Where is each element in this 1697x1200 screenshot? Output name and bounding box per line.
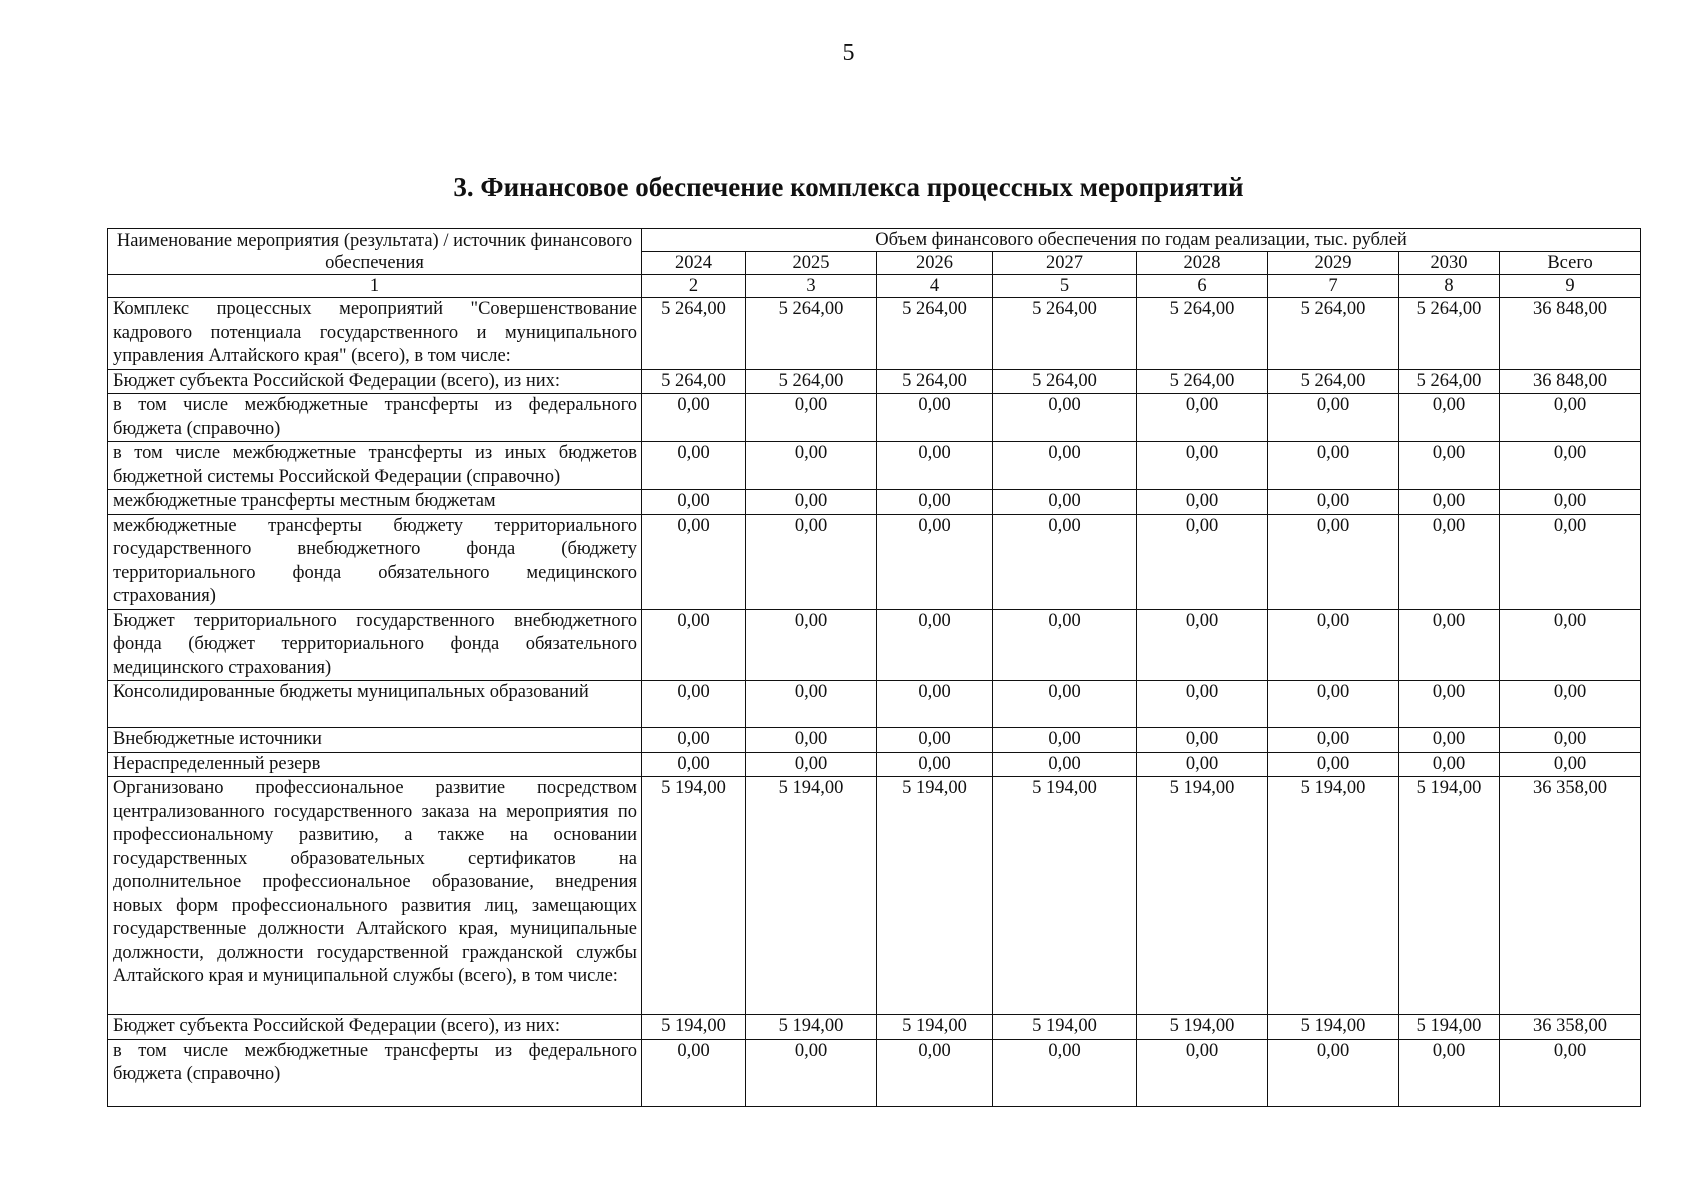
row-value-cell: 5 264,00: [1399, 369, 1500, 394]
header-row-column-numbers: [108, 275, 1641, 298]
header-row-1: [108, 229, 1641, 252]
row-value-cell: 0,00: [746, 394, 877, 442]
row-total-cell: 0,00: [1500, 1039, 1641, 1106]
row-value-cell: 5 194,00: [993, 777, 1137, 1015]
row-value-cell: 5 264,00: [1268, 369, 1399, 394]
table-row: [108, 777, 1641, 1015]
table-row: [108, 681, 1641, 728]
row-total-cell: 0,00: [1500, 609, 1641, 681]
year-header: 2026: [877, 252, 993, 275]
row-value-cell: 5 194,00: [993, 1015, 1137, 1040]
row-total-cell: 0,00: [1500, 728, 1641, 753]
row-value-cell: 0,00: [1137, 1039, 1268, 1106]
row-value-cell: 0,00: [1399, 442, 1500, 490]
row-total-cell: 36 358,00: [1500, 777, 1641, 1015]
row-value-cell: 0,00: [642, 490, 746, 515]
row-value-cell: 0,00: [1399, 609, 1500, 681]
row-value-cell: 5 264,00: [642, 369, 746, 394]
year-header: 2024: [642, 252, 746, 275]
section-title: 3. Финансовое обеспечение комплекса процессных мероприятий: [453, 172, 1244, 202]
row-value-cell: 0,00: [1137, 681, 1268, 728]
row-value-cell: 0,00: [877, 1039, 993, 1106]
year-header: 2025: [746, 252, 877, 275]
row-value-cell: 0,00: [877, 394, 993, 442]
row-value-cell: 0,00: [877, 490, 993, 515]
row-value-cell: 0,00: [1399, 1039, 1500, 1106]
row-value-cell: 0,00: [1137, 752, 1268, 777]
row-value-cell: 0,00: [642, 1039, 746, 1106]
row-value-cell: 0,00: [993, 442, 1137, 490]
row-value-cell: 5 194,00: [1268, 1015, 1399, 1040]
row-name-cell: Бюджет субъекта Российской Федерации (всего), из них:: [108, 369, 642, 394]
row-total-cell: 36 358,00: [1500, 1015, 1641, 1040]
financing-table: [107, 228, 1641, 1107]
row-value-cell: 0,00: [1268, 442, 1399, 490]
row-value-cell: 0,00: [642, 752, 746, 777]
row-value-cell: 0,00: [746, 490, 877, 515]
row-value-cell: 0,00: [1268, 394, 1399, 442]
row-name-cell: межбюджетные трансферты местным бюджетам: [108, 490, 642, 515]
row-value-cell: 0,00: [642, 394, 746, 442]
row-name-cell: в том числе межбюджетные трансферты из иных бюджетов бюджетной системы Российской Федерации (справочно): [108, 442, 642, 490]
column-number: 7: [1268, 275, 1399, 298]
row-value-cell: 0,00: [993, 752, 1137, 777]
row-value-cell: 0,00: [1137, 609, 1268, 681]
row-value-cell: 0,00: [1268, 1039, 1399, 1106]
table-row: [108, 609, 1641, 681]
row-value-cell: 5 264,00: [877, 298, 993, 370]
row-value-cell: 0,00: [993, 394, 1137, 442]
row-value-cell: 5 194,00: [1137, 777, 1268, 1015]
row-value-cell: 0,00: [1268, 609, 1399, 681]
row-name-cell: Бюджет территориального государственного внебюджетного фонда (бюджет территориального фонда обязательного медицинского страхования): [108, 609, 642, 681]
column-number: 1: [108, 275, 642, 298]
table-row: [108, 514, 1641, 609]
row-value-cell: 0,00: [1137, 490, 1268, 515]
row-value-cell: 5 264,00: [746, 298, 877, 370]
row-name-cell: в том числе межбюджетные трансферты из федерального бюджета (справочно): [108, 1039, 642, 1106]
row-value-cell: 0,00: [1399, 752, 1500, 777]
row-name-cell: в том числе межбюджетные трансферты из федерального бюджета (справочно): [108, 394, 642, 442]
row-value-cell: 0,00: [1268, 490, 1399, 515]
row-value-cell: 0,00: [993, 1039, 1137, 1106]
row-value-cell: 0,00: [1268, 514, 1399, 609]
row-value-cell: 0,00: [993, 681, 1137, 728]
column-number: 3: [746, 275, 877, 298]
year-header: 2029: [1268, 252, 1399, 275]
row-value-cell: 0,00: [1137, 442, 1268, 490]
row-value-cell: 0,00: [1137, 728, 1268, 753]
row-value-cell: 5 194,00: [642, 777, 746, 1015]
row-value-cell: 5 264,00: [1137, 298, 1268, 370]
row-value-cell: 5 194,00: [877, 1015, 993, 1040]
row-name-cell: Бюджет субъекта Российской Федерации (всего), из них:: [108, 1015, 642, 1040]
column-number: 5: [993, 275, 1137, 298]
row-total-cell: 0,00: [1500, 752, 1641, 777]
row-value-cell: 5 264,00: [746, 369, 877, 394]
row-name-cell: Комплекс процессных мероприятий "Совершенствование кадрового потенциала государственного и муниципального управления Алтайского края" (всего), в том числе:: [108, 298, 642, 370]
row-value-cell: 0,00: [1268, 752, 1399, 777]
table-row: [108, 298, 1641, 370]
table-row: [108, 442, 1641, 490]
row-value-cell: 0,00: [746, 752, 877, 777]
row-value-cell: 0,00: [746, 442, 877, 490]
row-total-cell: 36 848,00: [1500, 298, 1641, 370]
row-value-cell: 0,00: [877, 681, 993, 728]
row-value-cell: 5 264,00: [993, 369, 1137, 394]
row-value-cell: 0,00: [1399, 681, 1500, 728]
table-row: [108, 490, 1641, 515]
header-name-cell: Наименование мероприятия (результата) / источник финансового обеспечения: [108, 229, 642, 275]
row-value-cell: 0,00: [642, 442, 746, 490]
row-value-cell: 0,00: [1137, 514, 1268, 609]
row-value-cell: 0,00: [877, 728, 993, 753]
row-total-cell: 0,00: [1500, 394, 1641, 442]
row-value-cell: 5 194,00: [1268, 777, 1399, 1015]
column-number: 2: [642, 275, 746, 298]
row-value-cell: 0,00: [993, 514, 1137, 609]
row-value-cell: 0,00: [877, 514, 993, 609]
row-value-cell: 0,00: [877, 752, 993, 777]
row-total-cell: 36 848,00: [1500, 369, 1641, 394]
year-header: 2030: [1399, 252, 1500, 275]
row-value-cell: 0,00: [746, 681, 877, 728]
row-value-cell: 5 264,00: [1137, 369, 1268, 394]
row-total-cell: 0,00: [1500, 442, 1641, 490]
row-name-cell: Консолидированные бюджеты муниципальных образований: [108, 681, 642, 728]
row-value-cell: 0,00: [1399, 490, 1500, 515]
table-row: [108, 752, 1641, 777]
row-name-cell: межбюджетные трансферты бюджету территориального государственного внебюджетного фонда (бюджету территориального фонда обязательного медицинского страхования): [108, 514, 642, 609]
row-value-cell: 5 264,00: [993, 298, 1137, 370]
row-value-cell: 0,00: [1399, 394, 1500, 442]
column-number: 4: [877, 275, 993, 298]
row-value-cell: 5 194,00: [746, 777, 877, 1015]
row-value-cell: 0,00: [1268, 728, 1399, 753]
page-number: 5: [842, 40, 855, 66]
year-header: 2028: [1137, 252, 1268, 275]
row-value-cell: 5 194,00: [642, 1015, 746, 1040]
row-value-cell: 0,00: [993, 609, 1137, 681]
row-value-cell: 0,00: [1399, 728, 1500, 753]
row-value-cell: 0,00: [746, 728, 877, 753]
row-name-cell: Внебюджетные источники: [108, 728, 642, 753]
row-value-cell: 0,00: [746, 609, 877, 681]
total-header: Всего: [1500, 252, 1641, 275]
row-value-cell: 0,00: [642, 728, 746, 753]
row-value-cell: 5 194,00: [877, 777, 993, 1015]
row-value-cell: 5 264,00: [1399, 298, 1500, 370]
row-value-cell: 5 264,00: [1268, 298, 1399, 370]
column-number: 9: [1500, 275, 1641, 298]
row-value-cell: 5 264,00: [642, 298, 746, 370]
row-value-cell: 5 194,00: [1137, 1015, 1268, 1040]
column-number: 8: [1399, 275, 1500, 298]
table-row: [108, 369, 1641, 394]
row-name-cell: Нераспределенный резерв: [108, 752, 642, 777]
row-value-cell: 0,00: [642, 514, 746, 609]
table-row: [108, 1015, 1641, 1040]
row-total-cell: 0,00: [1500, 681, 1641, 728]
row-value-cell: 0,00: [1268, 681, 1399, 728]
table-row: [108, 1039, 1641, 1106]
row-name-cell: Организовано профессиональное развитие посредством централизованного государственного заказа на мероприятия по профессиональному развитию, а также на основании государственных образовательных сертификатов на дополнительное профессиональное образование, внедрения новых форм профессионального развития лиц, замещающих государственные должности Алтайского края, муниципальные должности, должности государственной гражданской службы Алтайского края и муниципальной службы (всего), в том числе:: [108, 777, 642, 1015]
row-total-cell: 0,00: [1500, 490, 1641, 515]
row-value-cell: 0,00: [993, 728, 1137, 753]
row-value-cell: 5 194,00: [1399, 777, 1500, 1015]
row-value-cell: 0,00: [642, 681, 746, 728]
row-value-cell: 0,00: [993, 490, 1137, 515]
column-number: 6: [1137, 275, 1268, 298]
year-header: 2027: [993, 252, 1137, 275]
table-row: [108, 728, 1641, 753]
row-value-cell: 0,00: [877, 442, 993, 490]
row-value-cell: 5 194,00: [1399, 1015, 1500, 1040]
row-value-cell: 0,00: [746, 1039, 877, 1106]
row-value-cell: 0,00: [1399, 514, 1500, 609]
row-value-cell: 5 194,00: [746, 1015, 877, 1040]
row-value-cell: 0,00: [746, 514, 877, 609]
row-value-cell: 0,00: [1137, 394, 1268, 442]
row-value-cell: 5 264,00: [877, 369, 993, 394]
row-value-cell: 0,00: [642, 609, 746, 681]
header-volume-cell: Объем финансового обеспечения по годам реализации, тыс. рублей: [642, 229, 1641, 252]
row-value-cell: 0,00: [877, 609, 993, 681]
table-row: [108, 394, 1641, 442]
row-total-cell: 0,00: [1500, 514, 1641, 609]
table-body: [108, 298, 1641, 1107]
